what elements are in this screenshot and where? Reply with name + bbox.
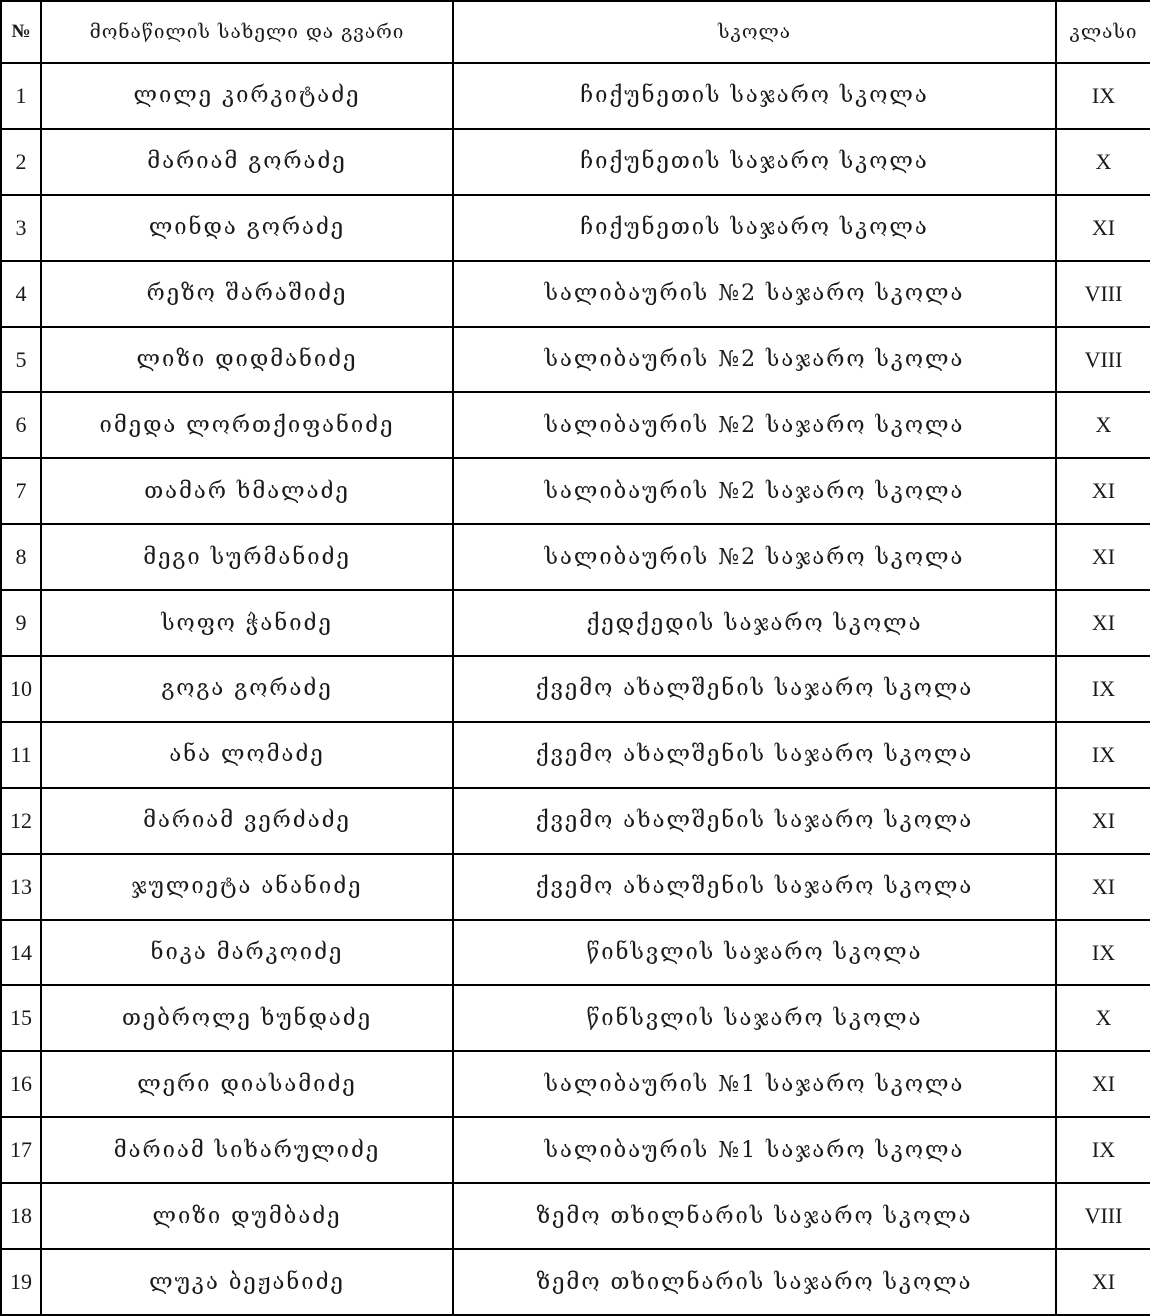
table-row <box>1 261 1150 327</box>
table-row <box>1 1249 1150 1315</box>
cell-name: ჯულიეტა ანანიძე <box>41 854 453 920</box>
cell-number: 19 <box>1 1249 41 1315</box>
cell-class: XI <box>1056 590 1150 656</box>
cell-name: ლუკა ბეჟანიძე <box>41 1249 453 1315</box>
cell-name: ლილე კირკიტაძე <box>41 63 453 129</box>
cell-number: 13 <box>1 854 41 920</box>
cell-number: 1 <box>1 63 41 129</box>
cell-school: ზემო თხილნარის საჯარო სკოლა <box>453 1249 1056 1315</box>
table-row <box>1 788 1150 854</box>
cell-number: 17 <box>1 1117 41 1183</box>
cell-name: ანა ლომაძე <box>41 722 453 788</box>
cell-school: ზემო თხილნარის საჯარო სკოლა <box>453 1183 1056 1249</box>
cell-number: 2 <box>1 129 41 195</box>
cell-name: თებროლე ხუნდაძე <box>41 985 453 1051</box>
cell-school: სალიბაურის №1 საჯარო სკოლა <box>453 1117 1056 1183</box>
cell-school: სალიბაურის №2 საჯარო სკოლა <box>453 524 1056 590</box>
cell-class: VIII <box>1056 261 1150 327</box>
cell-school: სალიბაურის №2 საჯარო სკოლა <box>453 261 1056 327</box>
cell-number: 9 <box>1 590 41 656</box>
cell-school: წინსვლის საჯარო სკოლა <box>453 985 1056 1051</box>
cell-class: IX <box>1056 920 1150 986</box>
cell-number: 12 <box>1 788 41 854</box>
cell-name: ნიკა მარკოიძე <box>41 920 453 986</box>
cell-number: 16 <box>1 1051 41 1117</box>
cell-number: 5 <box>1 327 41 393</box>
cell-class: XI <box>1056 524 1150 590</box>
cell-school: ქვემო ახალშენის საჯარო სკოლა <box>453 788 1056 854</box>
cell-school: ჩიქუნეთის საჯარო სკოლა <box>453 195 1056 261</box>
table-row <box>1 1117 1150 1183</box>
cell-name: გოგა გორაძე <box>41 656 453 722</box>
header-class: კლასი <box>1056 1 1150 63</box>
cell-school: ქვემო ახალშენის საჯარო სკოლა <box>453 656 1056 722</box>
cell-class: X <box>1056 392 1150 458</box>
table-row <box>1 985 1150 1051</box>
cell-school: ქედქედის საჯარო სკოლა <box>453 590 1056 656</box>
cell-name: მეგი სურმანიძე <box>41 524 453 590</box>
header-name: მონაწილის სახელი და გვარი <box>41 1 453 63</box>
table-row <box>1 63 1150 129</box>
cell-school: ქვემო ახალშენის საჯარო სკოლა <box>453 854 1056 920</box>
cell-class: X <box>1056 129 1150 195</box>
cell-school: ქვემო ახალშენის საჯარო სკოლა <box>453 722 1056 788</box>
cell-class: X <box>1056 985 1150 1051</box>
table-body <box>1 63 1150 1315</box>
table-row <box>1 1051 1150 1117</box>
cell-class: IX <box>1056 722 1150 788</box>
table-row <box>1 327 1150 393</box>
table-row <box>1 920 1150 986</box>
table-row <box>1 854 1150 920</box>
cell-name: ლერი დიასამიძე <box>41 1051 453 1117</box>
cell-number: 10 <box>1 656 41 722</box>
header-row <box>1 1 1150 63</box>
cell-school: სალიბაურის №2 საჯარო სკოლა <box>453 327 1056 393</box>
cell-name: იმედა ლორთქიფანიძე <box>41 392 453 458</box>
cell-class: IX <box>1056 1117 1150 1183</box>
cell-school: სალიბაურის №1 საჯარო სკოლა <box>453 1051 1056 1117</box>
cell-name: ლიზი დუმბაძე <box>41 1183 453 1249</box>
cell-class: IX <box>1056 63 1150 129</box>
table-header <box>1 1 1150 63</box>
table-row <box>1 129 1150 195</box>
cell-name: მარიამ სიხარულიძე <box>41 1117 453 1183</box>
cell-class: XI <box>1056 458 1150 524</box>
cell-number: 7 <box>1 458 41 524</box>
cell-number: 3 <box>1 195 41 261</box>
cell-class: XI <box>1056 195 1150 261</box>
cell-number: 15 <box>1 985 41 1051</box>
table-row <box>1 1183 1150 1249</box>
cell-name: რეზო შარაშიძე <box>41 261 453 327</box>
cell-school: წინსვლის საჯარო სკოლა <box>453 920 1056 986</box>
cell-school: სალიბაურის №2 საჯარო სკოლა <box>453 458 1056 524</box>
cell-class: XI <box>1056 1249 1150 1315</box>
cell-class: XI <box>1056 1051 1150 1117</box>
header-school: სკოლა <box>453 1 1056 63</box>
cell-number: 11 <box>1 722 41 788</box>
cell-school: ჩიქუნეთის საჯარო სკოლა <box>453 63 1056 129</box>
cell-class: VIII <box>1056 327 1150 393</box>
table-row <box>1 722 1150 788</box>
table-row <box>1 590 1150 656</box>
cell-name: ლინდა გორაძე <box>41 195 453 261</box>
cell-class: VIII <box>1056 1183 1150 1249</box>
table-row <box>1 656 1150 722</box>
header-number: № <box>1 1 41 63</box>
cell-school: ჩიქუნეთის საჯარო სკოლა <box>453 129 1056 195</box>
cell-school: სალიბაურის №2 საჯარო სკოლა <box>453 392 1056 458</box>
cell-name: თამარ ხმალაძე <box>41 458 453 524</box>
cell-name: მარიამ გორაძე <box>41 129 453 195</box>
cell-class: XI <box>1056 788 1150 854</box>
cell-class: XI <box>1056 854 1150 920</box>
table-row <box>1 392 1150 458</box>
table-row <box>1 458 1150 524</box>
cell-name: ლიზი დიდმანიძე <box>41 327 453 393</box>
cell-number: 8 <box>1 524 41 590</box>
cell-number: 18 <box>1 1183 41 1249</box>
cell-name: მარიამ ვერძაძე <box>41 788 453 854</box>
table-row <box>1 195 1150 261</box>
cell-number: 6 <box>1 392 41 458</box>
table-row <box>1 524 1150 590</box>
cell-class: IX <box>1056 656 1150 722</box>
cell-number: 4 <box>1 261 41 327</box>
cell-number: 14 <box>1 920 41 986</box>
cell-name: სოფო ჭანიძე <box>41 590 453 656</box>
